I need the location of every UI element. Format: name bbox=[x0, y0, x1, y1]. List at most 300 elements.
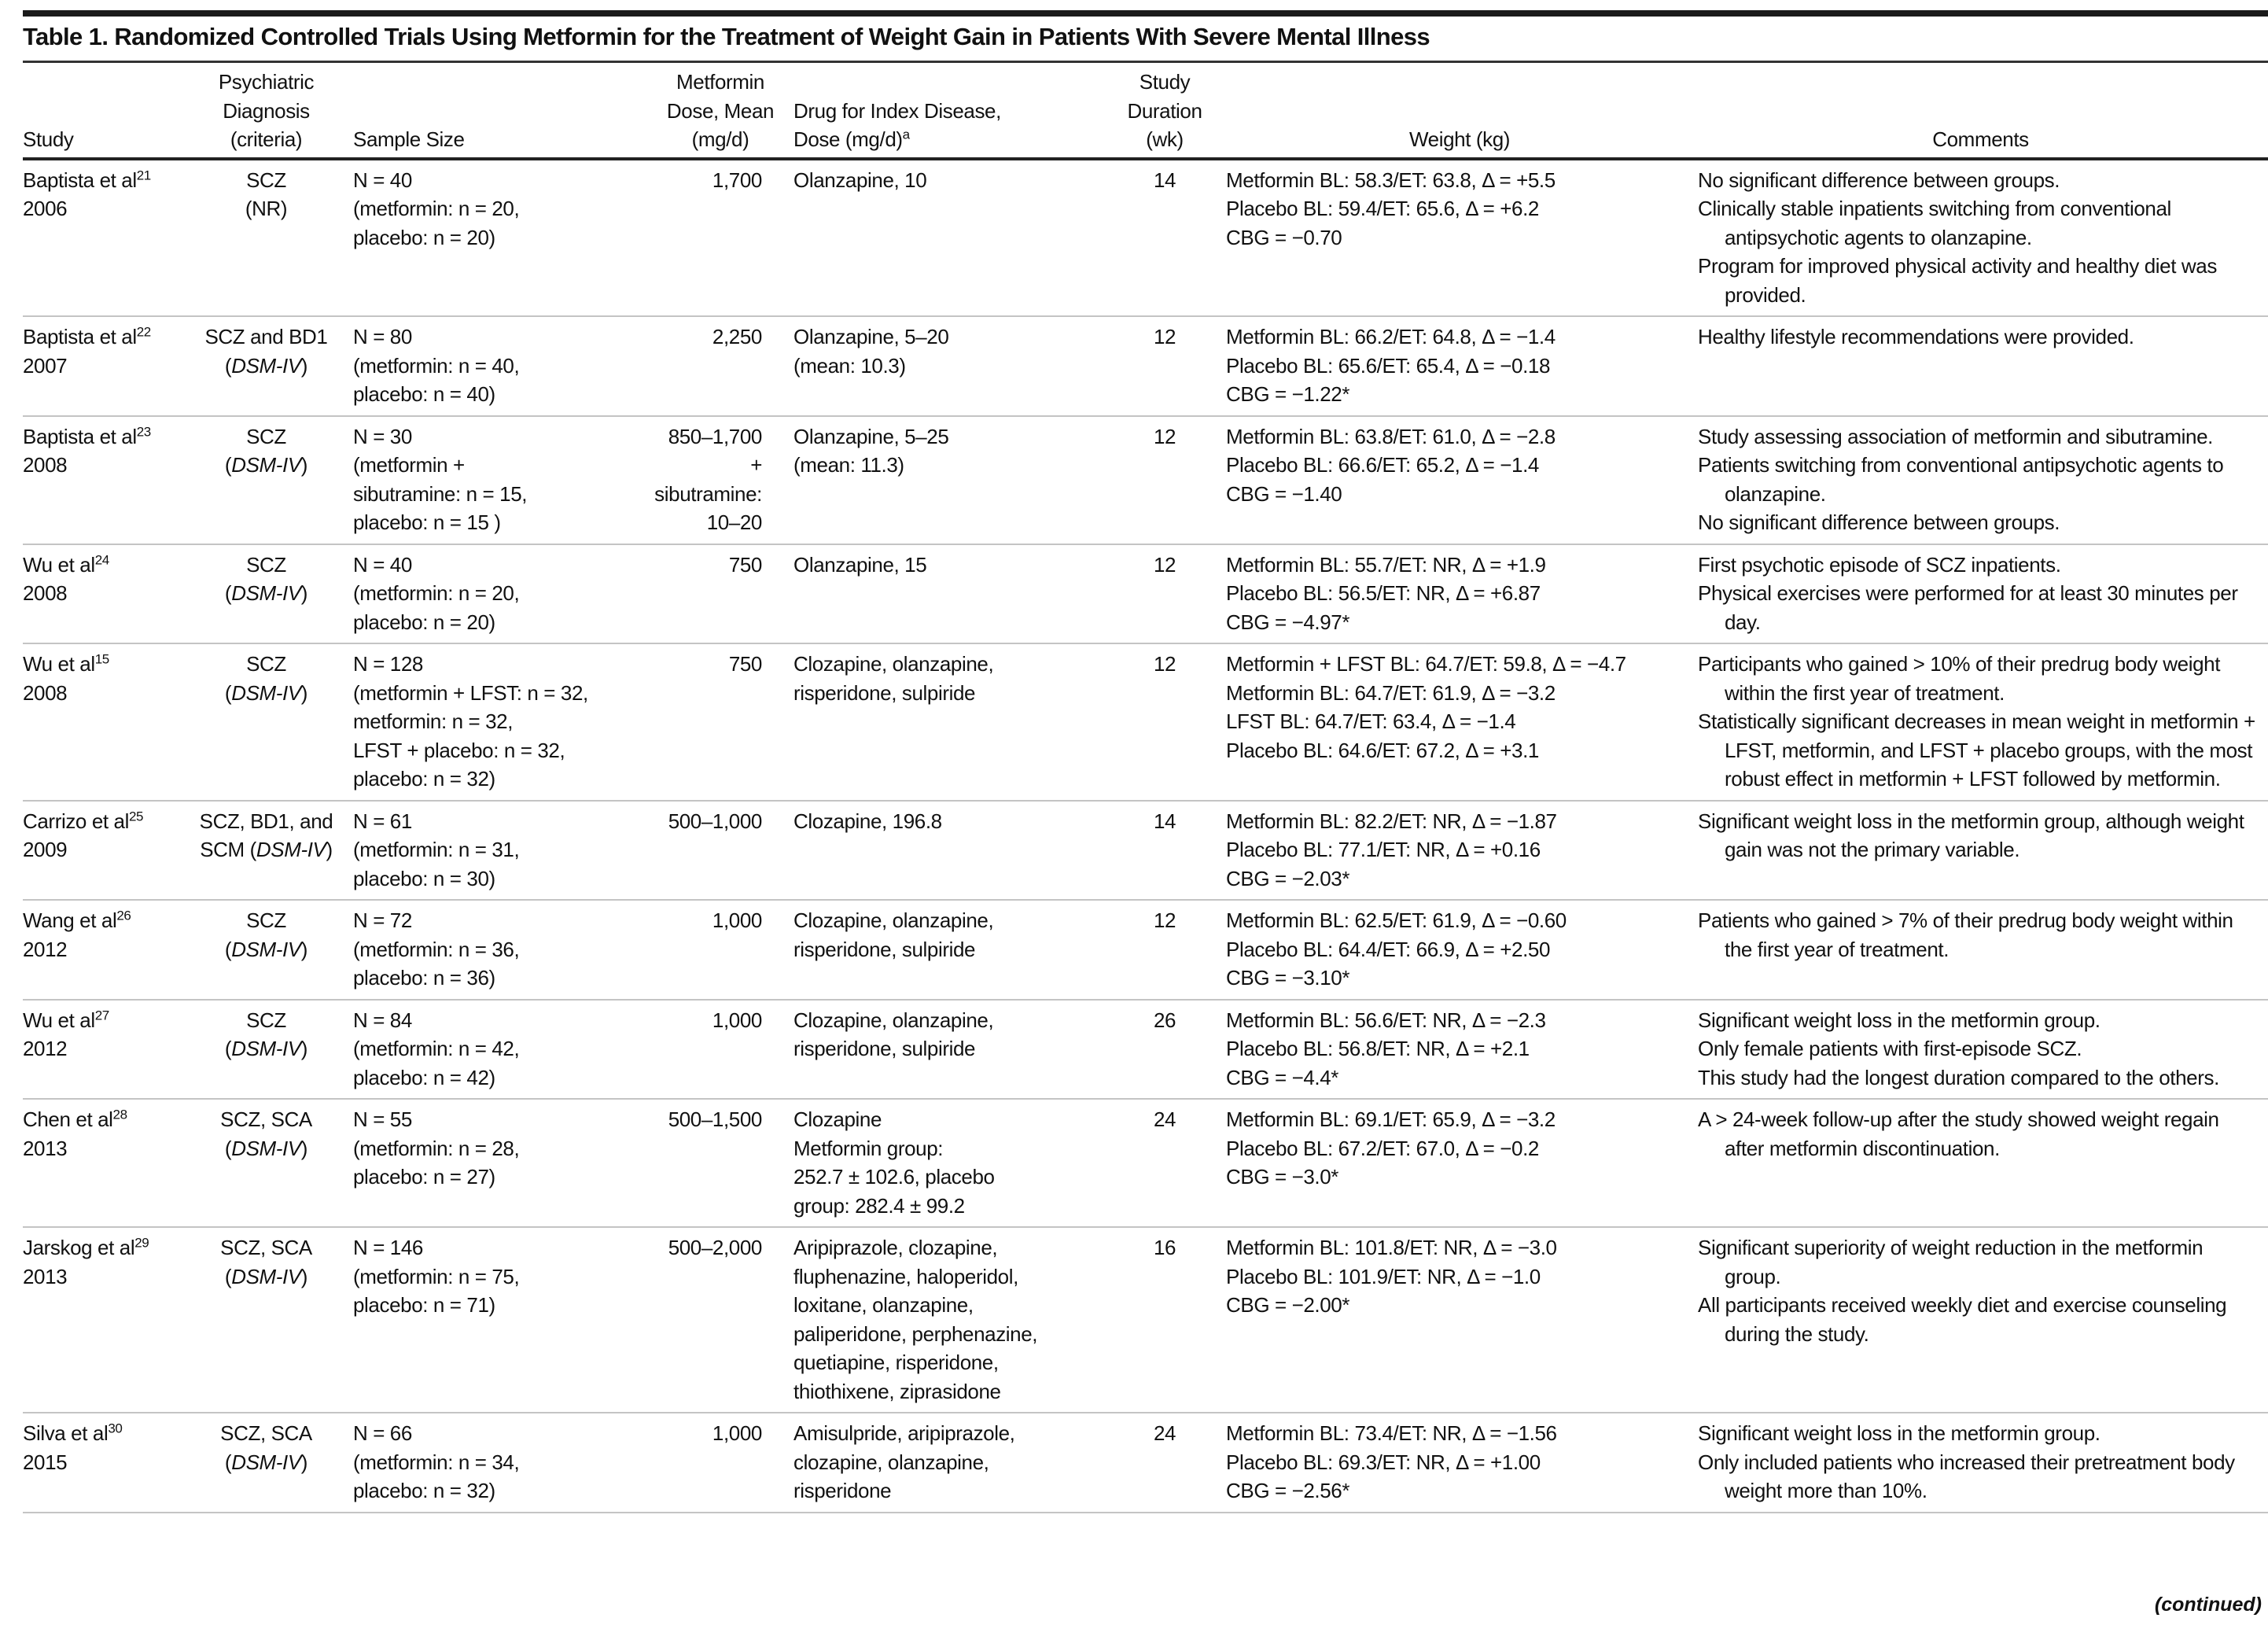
cell-diagnosis bbox=[184, 316, 353, 416]
diagnosis-line bbox=[184, 579, 348, 608]
cell-sample-size bbox=[353, 544, 652, 644]
sample-size-line: N = 61 bbox=[353, 809, 412, 833]
diagnosis-line bbox=[184, 1262, 348, 1292]
reference-number: 30 bbox=[108, 1421, 123, 1436]
metformin-dose-line: 500–1,000 bbox=[668, 809, 762, 833]
weight-line: Metformin + LFST BL: 64.7/ET: 59.8, Δ = −4.7 bbox=[1226, 652, 1626, 676]
study-author-line bbox=[23, 1006, 179, 1035]
study-author: Chen et al bbox=[23, 1107, 113, 1131]
table-row bbox=[23, 900, 2268, 1000]
index-drug-line: Clozapine bbox=[793, 1107, 882, 1131]
diagnosis-line bbox=[184, 807, 348, 836]
table-row bbox=[23, 316, 2268, 416]
cell-metformin-dose bbox=[652, 159, 793, 317]
cell-sample-size bbox=[353, 643, 652, 801]
header-diagnosis-line: Diagnosis bbox=[223, 98, 310, 123]
reference-number: 26 bbox=[116, 908, 131, 923]
criteria-name: DSM-IV bbox=[231, 680, 301, 705]
top-rule bbox=[23, 10, 2268, 17]
sample-size-line: (metformin: n = 28, bbox=[353, 1136, 520, 1160]
study-year: 2013 bbox=[23, 1136, 68, 1160]
comment: All participants received weekly diet and exercise counseling during the study. bbox=[1698, 1293, 2227, 1346]
study-author: Wu et al bbox=[23, 1008, 95, 1032]
index-drug-line: Olanzapine, 5–20 bbox=[793, 325, 949, 348]
index-drug-line: quetiapine, risperidone, bbox=[793, 1351, 999, 1374]
study-author: Wang et al bbox=[23, 908, 117, 932]
cell-index-drug bbox=[793, 316, 1108, 416]
cell-index-drug bbox=[793, 1000, 1108, 1100]
reference-number: 29 bbox=[134, 1235, 149, 1251]
cell-duration: 24 bbox=[1108, 1413, 1226, 1513]
index-drug-line: paliperidone, perphenazine, bbox=[793, 1321, 1038, 1346]
diagnosis-line bbox=[184, 322, 348, 352]
diagnosis-line bbox=[184, 1419, 348, 1448]
weight-line: Metformin BL: 82.2/ET: NR, Δ = −1.87 bbox=[1226, 809, 1557, 833]
sample-size-line: N = 146 bbox=[353, 1236, 423, 1259]
diagnosis-criteria: (DSM-IV) bbox=[224, 937, 308, 961]
sample-size-line: N = 40 bbox=[353, 168, 412, 192]
table-row bbox=[23, 544, 2268, 644]
cell-weight bbox=[1226, 643, 1698, 801]
cell-duration: 12 bbox=[1108, 416, 1226, 544]
cell-duration: 16 bbox=[1108, 1227, 1226, 1413]
cell-metformin-dose bbox=[652, 900, 793, 1000]
header-duration-line: (wk) bbox=[1146, 127, 1184, 151]
comment: Patients switching from conventional antipsychotic agents to olanzapine. bbox=[1698, 453, 2224, 506]
reference-number: 25 bbox=[128, 808, 144, 824]
cell-index-drug bbox=[793, 544, 1108, 644]
comment: Significant weight loss in the metformin group. bbox=[1698, 1421, 2100, 1445]
diagnosis-line bbox=[184, 451, 348, 480]
cell-comments bbox=[1698, 801, 2268, 901]
cell-comments bbox=[1698, 416, 2268, 544]
criteria-name: DSM-IV bbox=[231, 1037, 301, 1060]
sample-size-line: (metformin: n = 36, bbox=[353, 937, 520, 961]
sample-size-line: placebo: n = 20) bbox=[353, 610, 495, 634]
comment: Statistically significant decreases in mean weight in metformin + LFST, metformin, and LFST + placebo groups, with the most robust effect in metformin + LFST followed by metformin. bbox=[1698, 709, 2255, 791]
cell-comments bbox=[1698, 1413, 2268, 1513]
diagnosis-line bbox=[184, 1034, 348, 1063]
index-drug-line: Metformin group: bbox=[793, 1136, 944, 1160]
study-author-line bbox=[23, 166, 179, 195]
index-drug-line: risperidone, sulpiride bbox=[793, 937, 976, 961]
comment: Only female patients with first-episode SCZ. bbox=[1698, 1037, 2082, 1060]
table-row bbox=[23, 416, 2268, 544]
weight-line: Placebo BL: 64.6/ET: 67.2, Δ = +3.1 bbox=[1226, 738, 1539, 762]
sample-size-line: N = 80 bbox=[353, 325, 412, 348]
index-drug-line: loxitane, olanzapine, bbox=[793, 1293, 974, 1317]
header-diagnosis bbox=[184, 63, 353, 159]
index-drug-line: group: 282.4 ± 99.2 bbox=[793, 1193, 965, 1218]
index-drug-line: (mean: 11.3) bbox=[793, 453, 904, 477]
header-diagnosis-line: (criteria) bbox=[230, 127, 303, 151]
study-author: Wu et al bbox=[23, 552, 95, 577]
cell-diagnosis bbox=[184, 1413, 353, 1513]
criteria-name: DSM-IV bbox=[231, 453, 301, 477]
metformin-dose-line: 1,000 bbox=[712, 1008, 762, 1032]
cell-study bbox=[23, 416, 184, 544]
sample-size-line: N = 84 bbox=[353, 1008, 412, 1032]
diagnosis-line bbox=[184, 166, 348, 195]
header-dose-line: (mg/d) bbox=[691, 127, 749, 151]
cell-diagnosis bbox=[184, 416, 353, 544]
cell-sample-size bbox=[353, 1227, 652, 1413]
cell-comments bbox=[1698, 1000, 2268, 1100]
study-author: Carrizo et al bbox=[23, 809, 129, 833]
cell-duration: 12 bbox=[1108, 643, 1226, 801]
study-author-line bbox=[23, 807, 179, 836]
diagnosis-text: SCZ, SCA bbox=[220, 1236, 312, 1259]
sample-size-line: (metformin: n = 20, bbox=[353, 581, 520, 605]
sample-size-line: (metformin: n = 42, bbox=[353, 1037, 520, 1060]
reference-number: 28 bbox=[112, 1107, 127, 1122]
index-drug-line: Clozapine, olanzapine, bbox=[793, 908, 994, 932]
weight-line: Metformin BL: 56.6/ET: NR, Δ = −2.3 bbox=[1226, 1008, 1546, 1032]
index-drug-line: Clozapine, olanzapine, bbox=[793, 652, 994, 676]
index-drug-line: Amisulpride, aripiprazole, bbox=[793, 1421, 1015, 1445]
diagnosis-text: SCM bbox=[200, 838, 245, 861]
continued-label: (continued) bbox=[2154, 1594, 2262, 1616]
header-study: Study bbox=[23, 63, 184, 159]
study-author-line bbox=[23, 650, 179, 679]
weight-line: Placebo BL: 66.6/ET: 65.2, Δ = −1.4 bbox=[1226, 453, 1539, 477]
diagnosis-criteria: (DSM-IV) bbox=[224, 1136, 308, 1160]
table-row bbox=[23, 801, 2268, 901]
sample-size-line: N = 40 bbox=[353, 552, 412, 577]
index-drug-line: thiothixene, ziprasidone bbox=[793, 1379, 1001, 1403]
diagnosis-line bbox=[184, 422, 348, 451]
weight-line: Metformin BL: 64.7/ET: 61.9, Δ = −3.2 bbox=[1226, 680, 1556, 705]
sample-size-line: placebo: n = 36) bbox=[353, 966, 495, 990]
cell-study bbox=[23, 544, 184, 644]
cell-index-drug bbox=[793, 1413, 1108, 1513]
metformin-dose-line: 1,000 bbox=[712, 1421, 762, 1445]
index-drug-line: Clozapine, olanzapine, bbox=[793, 1008, 994, 1032]
weight-line: Metformin BL: 62.5/ET: 61.9, Δ = −0.60 bbox=[1226, 908, 1567, 932]
index-drug-line: fluphenazine, haloperidol, bbox=[793, 1264, 1018, 1288]
comment: Study assessing association of metformin and sibutramine. bbox=[1698, 424, 2213, 448]
criteria-name: DSM-IV bbox=[256, 838, 326, 861]
metformin-dose-line: sibutramine: bbox=[654, 481, 762, 506]
study-author-line bbox=[23, 1233, 179, 1262]
weight-line: Metformin BL: 69.1/ET: 65.9, Δ = −3.2 bbox=[1226, 1107, 1556, 1131]
header-duration-line: Duration bbox=[1127, 98, 1202, 123]
cell-comments bbox=[1698, 1099, 2268, 1227]
criteria-name: DSM-IV bbox=[231, 937, 301, 961]
diagnosis-criteria: (DSM-IV) bbox=[224, 453, 308, 477]
index-drug-line: risperidone bbox=[793, 1479, 892, 1502]
cell-study bbox=[23, 643, 184, 801]
table-row bbox=[23, 1000, 2268, 1100]
weight-line: Placebo BL: 65.6/ET: 65.4, Δ = −0.18 bbox=[1226, 353, 1551, 378]
metformin-dose-line: 500–1,500 bbox=[668, 1107, 762, 1131]
weight-line: Metformin BL: 63.8/ET: 61.0, Δ = −2.8 bbox=[1226, 424, 1556, 448]
metformin-dose-line: 750 bbox=[728, 652, 762, 676]
study-year: 2008 bbox=[23, 680, 68, 705]
study-author: Wu et al bbox=[23, 652, 95, 676]
cell-metformin-dose bbox=[652, 544, 793, 644]
diagnosis-line bbox=[184, 835, 348, 864]
sample-size-line: placebo: n = 32) bbox=[353, 767, 495, 791]
cell-metformin-dose bbox=[652, 416, 793, 544]
comment: Program for improved physical activity and healthy diet was provided. bbox=[1698, 254, 2217, 307]
diagnosis-line bbox=[184, 1134, 348, 1163]
cell-weight bbox=[1226, 159, 1698, 317]
cell-comments bbox=[1698, 900, 2268, 1000]
cell-sample-size bbox=[353, 316, 652, 416]
cell-duration: 12 bbox=[1108, 544, 1226, 644]
sample-size-line: N = 30 bbox=[353, 424, 412, 448]
study-author: Silva et al bbox=[23, 1421, 109, 1445]
reference-number: 15 bbox=[94, 651, 109, 667]
study-author-line bbox=[23, 422, 179, 451]
diagnosis-text: SCZ, BD1, and bbox=[199, 809, 333, 833]
header-duration bbox=[1108, 63, 1226, 159]
index-drug-line: Olanzapine, 15 bbox=[793, 552, 927, 577]
cell-study bbox=[23, 316, 184, 416]
metformin-dose-line: 10–20 bbox=[706, 510, 762, 534]
sample-size-line: N = 66 bbox=[353, 1421, 412, 1445]
metformin-dose-line: 500–2,000 bbox=[668, 1236, 762, 1259]
diagnosis-line bbox=[184, 650, 348, 679]
diagnosis-criteria: (DSM-IV) bbox=[224, 353, 308, 378]
cell-diagnosis bbox=[184, 900, 353, 1000]
cell-weight bbox=[1226, 316, 1698, 416]
sample-size-line: (metformin: n = 40, bbox=[353, 353, 520, 378]
cell-weight bbox=[1226, 1099, 1698, 1227]
metformin-dose-line: 850–1,700 + bbox=[668, 424, 762, 477]
sample-size-line: N = 128 bbox=[353, 652, 423, 676]
table-row bbox=[23, 643, 2268, 801]
weight-line: CBG = −3.10* bbox=[1226, 966, 1350, 990]
comment: Clinically stable inpatients switching from conventional antipsychotic agents to olanzapine. bbox=[1698, 197, 2171, 249]
study-author-line bbox=[23, 551, 179, 580]
cell-weight bbox=[1226, 900, 1698, 1000]
sample-size-line: placebo: n = 20) bbox=[353, 225, 495, 249]
comment: First psychotic episode of SCZ inpatients. bbox=[1698, 552, 2061, 577]
diagnosis-line bbox=[184, 935, 348, 964]
diagnosis-text: SCZ and BD1 bbox=[204, 325, 328, 348]
diagnosis-text: SCZ bbox=[246, 552, 286, 577]
diagnosis-line bbox=[184, 1105, 348, 1134]
sample-size-line: sibutramine: n = 15, bbox=[353, 481, 528, 506]
cell-index-drug bbox=[793, 900, 1108, 1000]
cell-comments bbox=[1698, 544, 2268, 644]
cell-diagnosis bbox=[184, 1099, 353, 1227]
cell-index-drug bbox=[793, 159, 1108, 317]
sample-size-line: placebo: n = 71) bbox=[353, 1293, 495, 1317]
diagnosis-criteria: (DSM-IV) bbox=[224, 1450, 308, 1474]
cell-diagnosis bbox=[184, 643, 353, 801]
cell-metformin-dose bbox=[652, 1227, 793, 1413]
cell-metformin-dose bbox=[652, 643, 793, 801]
sample-size-line: placebo: n = 27) bbox=[353, 1165, 495, 1189]
study-year: 2006 bbox=[23, 197, 68, 220]
cell-duration: 14 bbox=[1108, 801, 1226, 901]
sample-size-line: N = 55 bbox=[353, 1107, 412, 1131]
reference-number: 21 bbox=[136, 167, 151, 182]
cell-duration: 24 bbox=[1108, 1099, 1226, 1227]
study-year: 2012 bbox=[23, 1037, 68, 1060]
cell-duration: 12 bbox=[1108, 900, 1226, 1000]
sample-size-line: (metformin: n = 31, bbox=[353, 838, 520, 861]
cell-study bbox=[23, 900, 184, 1000]
index-drug-line: Olanzapine, 10 bbox=[793, 168, 927, 192]
cell-study bbox=[23, 1227, 184, 1413]
diagnosis-text: SCZ, SCA bbox=[220, 1107, 312, 1131]
study-year: 2007 bbox=[23, 353, 68, 378]
index-drug-line: clozapine, olanzapine, bbox=[793, 1450, 989, 1474]
cell-weight bbox=[1226, 1227, 1698, 1413]
weight-line: Metformin BL: 101.8/ET: NR, Δ = −3.0 bbox=[1226, 1236, 1557, 1259]
header-diagnosis-line: Psychiatric bbox=[218, 70, 315, 94]
diagnosis-text: SCZ bbox=[246, 168, 286, 192]
cell-index-drug bbox=[793, 643, 1108, 801]
comment: Healthy lifestyle recommendations were provided. bbox=[1698, 325, 2134, 348]
cell-diagnosis bbox=[184, 1000, 353, 1100]
table-title: Table 1. Randomized Controlled Trials Using Metformin for the Treatment of Weight Gain in Patients With Severe Mental Illness bbox=[23, 17, 2268, 63]
comment: A > 24-week follow-up after the study showed weight regain after metformin discontinuation. bbox=[1698, 1107, 2219, 1160]
table-row bbox=[23, 159, 2268, 317]
cell-diagnosis bbox=[184, 159, 353, 317]
sample-size-line: placebo: n = 30) bbox=[353, 866, 495, 890]
diagnosis-criteria: (DSM-IV) bbox=[224, 581, 308, 605]
study-author-line bbox=[23, 906, 179, 935]
sample-size-line: placebo: n = 40) bbox=[353, 382, 495, 406]
criteria-name: DSM-IV bbox=[231, 1450, 301, 1474]
sample-size-line: metformin: n = 32, bbox=[353, 709, 514, 733]
diagnosis-criteria: (DSM-IV) bbox=[224, 1264, 308, 1288]
cell-weight bbox=[1226, 1000, 1698, 1100]
weight-line: CBG = −4.97* bbox=[1226, 610, 1350, 634]
diagnosis-line bbox=[184, 1006, 348, 1035]
cell-sample-size bbox=[353, 1000, 652, 1100]
reference-number: 22 bbox=[136, 324, 151, 340]
sample-size-line: (metformin: n = 34, bbox=[353, 1450, 520, 1474]
diagnosis-line bbox=[184, 906, 348, 935]
cell-diagnosis bbox=[184, 1227, 353, 1413]
weight-line: CBG = −0.70 bbox=[1226, 225, 1342, 249]
weight-line: CBG = −1.40 bbox=[1226, 481, 1342, 506]
metformin-dose-line: 1,000 bbox=[712, 908, 762, 932]
diagnosis-criteria: (DSM-IV) bbox=[224, 680, 308, 705]
header-dose-line: Metformin bbox=[676, 70, 764, 94]
diagnosis-line bbox=[184, 352, 348, 381]
criteria-name: NR bbox=[252, 197, 281, 220]
diagnosis-line bbox=[184, 1448, 348, 1477]
study-year: 2008 bbox=[23, 453, 68, 477]
cell-comments bbox=[1698, 316, 2268, 416]
sample-size-line: LFST + placebo: n = 32, bbox=[353, 738, 565, 762]
weight-line: CBG = −1.22* bbox=[1226, 382, 1350, 406]
cell-study bbox=[23, 1000, 184, 1100]
cell-study bbox=[23, 1413, 184, 1513]
metformin-dose-line: 750 bbox=[728, 552, 762, 577]
comment: Physical exercises were performed for at least 30 minutes per day. bbox=[1698, 581, 2238, 634]
index-drug-line: Clozapine, 196.8 bbox=[793, 809, 942, 833]
header-duration-line: Study bbox=[1139, 70, 1191, 94]
cell-metformin-dose bbox=[652, 801, 793, 901]
diagnosis-criteria: (NR) bbox=[245, 197, 288, 220]
cell-sample-size bbox=[353, 801, 652, 901]
criteria-name: DSM-IV bbox=[231, 1136, 301, 1160]
study-author-line bbox=[23, 1419, 179, 1448]
diagnosis-criteria: (DSM-IV) bbox=[224, 1037, 308, 1060]
weight-line: Metformin BL: 55.7/ET: NR, Δ = +1.9 bbox=[1226, 552, 1546, 577]
weight-line: Placebo BL: 77.1/ET: NR, Δ = +0.16 bbox=[1226, 838, 1541, 861]
weight-line: CBG = −2.56* bbox=[1226, 1479, 1350, 1502]
weight-line: Metformin BL: 66.2/ET: 64.8, Δ = −1.4 bbox=[1226, 325, 1556, 348]
cell-sample-size bbox=[353, 159, 652, 317]
diagnosis-text: SCZ bbox=[246, 1008, 286, 1032]
sample-size-line: (metformin + LFST: n = 32, bbox=[353, 680, 588, 705]
study-author: Jarskog et al bbox=[23, 1236, 135, 1259]
sample-size-line: placebo: n = 15 ) bbox=[353, 510, 501, 534]
cell-metformin-dose bbox=[652, 1000, 793, 1100]
sample-size-line: placebo: n = 42) bbox=[353, 1065, 495, 1089]
cell-comments bbox=[1698, 1227, 2268, 1413]
comment: Significant superiority of weight reduction in the metformin group. bbox=[1698, 1236, 2204, 1288]
index-drug-line: Aripiprazole, clozapine, bbox=[793, 1236, 998, 1259]
cell-sample-size bbox=[353, 1099, 652, 1227]
weight-line: Placebo BL: 64.4/ET: 66.9, Δ = +2.50 bbox=[1226, 937, 1551, 961]
cell-duration: 14 bbox=[1108, 159, 1226, 317]
comment: Only included patients who increased their pretreatment body weight more than 10%. bbox=[1698, 1450, 2235, 1502]
header-sample: Sample Size bbox=[353, 63, 652, 159]
diagnosis-line bbox=[184, 679, 348, 708]
index-drug-line: Olanzapine, 5–25 bbox=[793, 424, 949, 448]
cell-metformin-dose bbox=[652, 1413, 793, 1513]
cell-diagnosis bbox=[184, 544, 353, 644]
cell-sample-size bbox=[353, 900, 652, 1000]
header-dose-line: Dose, Mean bbox=[666, 98, 775, 123]
study-year: 2008 bbox=[23, 581, 68, 605]
cell-comments bbox=[1698, 159, 2268, 317]
index-drug-line: risperidone, sulpiride bbox=[793, 680, 976, 705]
cell-weight bbox=[1226, 544, 1698, 644]
weight-line: Placebo BL: 59.4/ET: 65.6, Δ = +6.2 bbox=[1226, 197, 1539, 220]
comment: This study had the longest duration compared to the others. bbox=[1698, 1065, 2219, 1089]
diagnosis-text: SCZ bbox=[246, 424, 286, 448]
weight-line: Placebo BL: 69.3/ET: NR, Δ = +1.00 bbox=[1226, 1450, 1541, 1474]
cell-comments bbox=[1698, 643, 2268, 801]
sample-size-line: (metformin + bbox=[353, 453, 465, 477]
cell-index-drug bbox=[793, 1227, 1108, 1413]
header-dose bbox=[652, 63, 793, 159]
header-weight: Weight (kg) bbox=[1226, 63, 1698, 159]
cell-duration: 12 bbox=[1108, 316, 1226, 416]
cell-index-drug bbox=[793, 416, 1108, 544]
weight-line: Metformin BL: 73.4/ET: NR, Δ = −1.56 bbox=[1226, 1421, 1557, 1445]
reference-number: 24 bbox=[94, 551, 109, 567]
index-drug-line: (mean: 10.3) bbox=[793, 353, 906, 378]
footnote-marker: a bbox=[902, 127, 910, 142]
weight-line: CBG = −4.4* bbox=[1226, 1065, 1339, 1089]
reference-number: 23 bbox=[136, 423, 151, 439]
sample-size-line: N = 72 bbox=[353, 908, 412, 932]
study-author: Baptista et al bbox=[23, 325, 137, 348]
weight-line: CBG = −3.0* bbox=[1226, 1165, 1339, 1189]
cell-metformin-dose bbox=[652, 1099, 793, 1227]
cell-duration: 26 bbox=[1108, 1000, 1226, 1100]
cell-weight bbox=[1226, 416, 1698, 544]
comment: Significant weight loss in the metformin group, although weight gain was not the primary variable. bbox=[1698, 809, 2244, 861]
weight-line: Placebo BL: 101.9/ET: NR, Δ = −1.0 bbox=[1226, 1264, 1541, 1288]
table-row bbox=[23, 1099, 2268, 1227]
weight-line: CBG = −2.00* bbox=[1226, 1293, 1350, 1317]
comment: No significant difference between groups. bbox=[1698, 168, 2060, 192]
table-row bbox=[23, 1413, 2268, 1513]
